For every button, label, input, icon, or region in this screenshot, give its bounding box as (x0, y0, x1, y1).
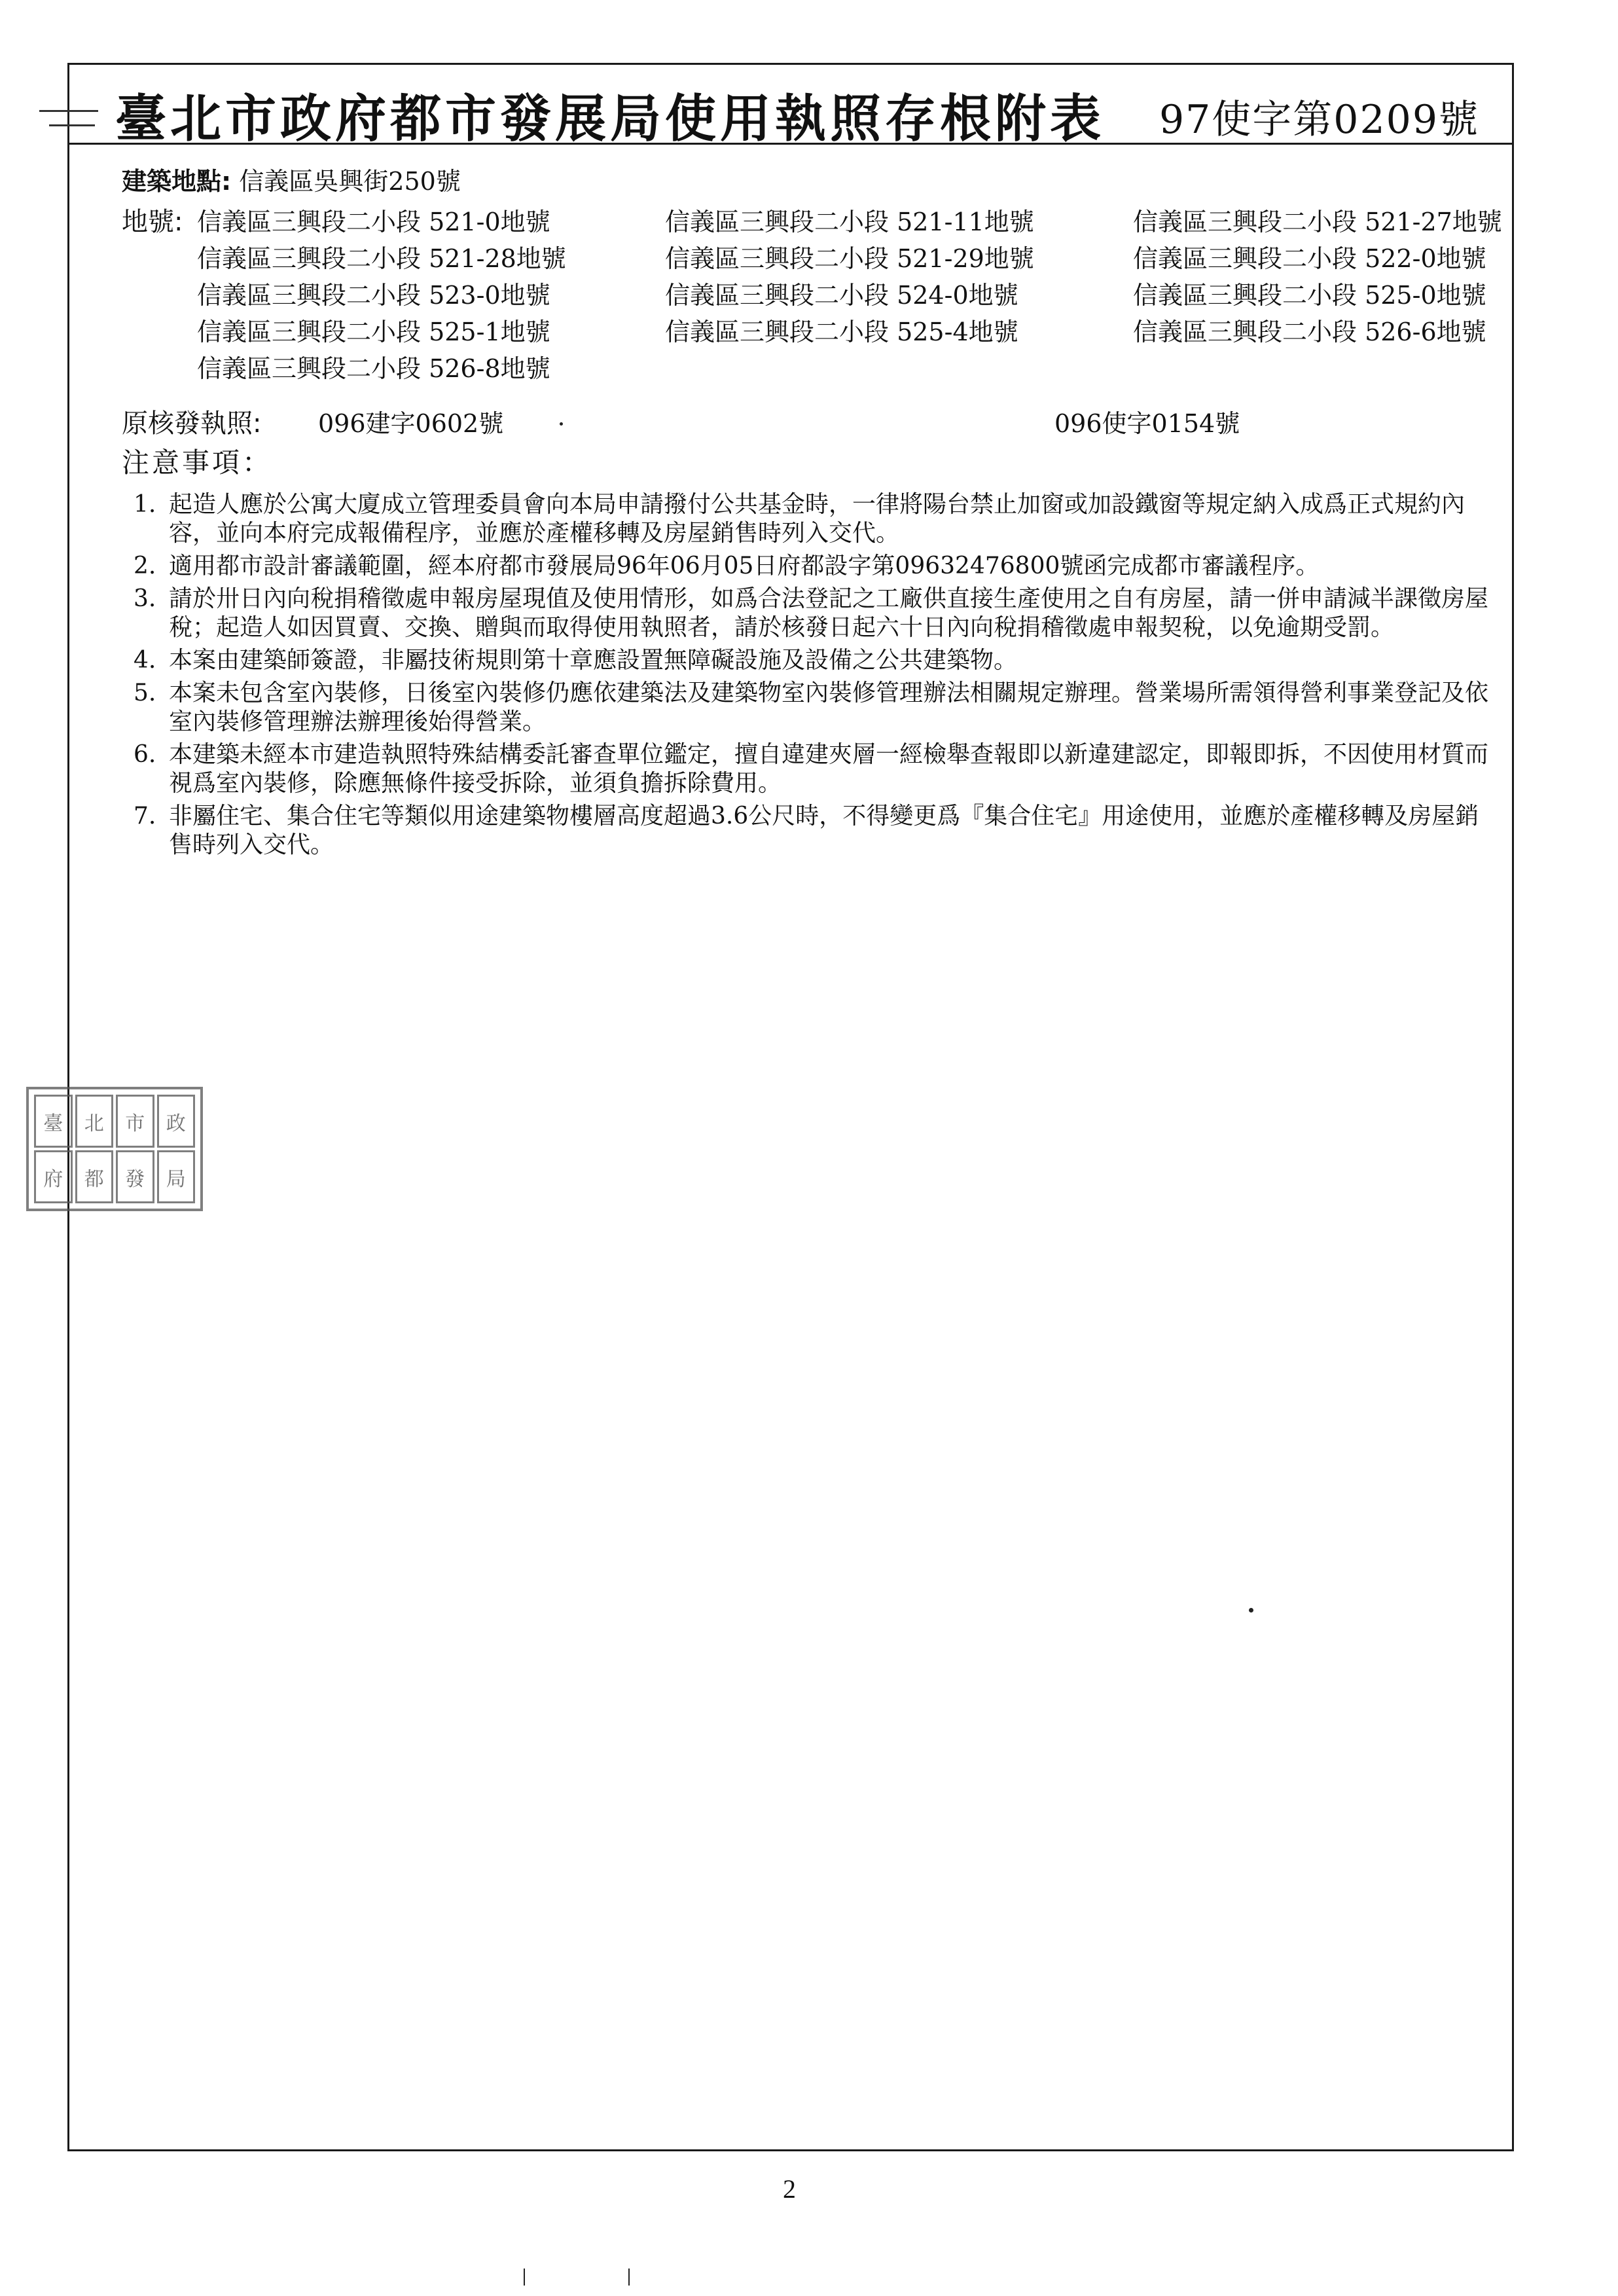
address-value: 信義區吳興街250號 (239, 167, 461, 196)
note-text: 請於卅日內向稅捐稽徵處申報房屋現值及使用情形，如爲合法登記之工廠供直接生產使用之自有房屋，請一併申請減半課徵房屋稅；起造人如因買賣、交換、贈與而取得使用執照者，請於核發日起六十日內向稅捐稽徵處申報契稅，以免逾期受罰。 (169, 585, 1489, 641)
seal-character: 市 (116, 1095, 154, 1148)
note-text: 起造人應於公寓大廈成立管理委員會向本局申請撥付公共基金時，一律將陽台禁止加窗或加設鐵窗等規定納入成爲正式規約內容，並向本府完成報備程序，並應於產權移轉及房屋銷售時列入交代。 (169, 491, 1465, 547)
seal-character: 發 (116, 1150, 154, 1203)
notes-title: 注意事項： (122, 446, 273, 479)
address-label: 建築地點: (122, 167, 232, 196)
scan-tick (524, 2269, 525, 2286)
official-seal-stamp (26, 1087, 203, 1211)
note-item (122, 490, 1490, 548)
lot-item: 信義區三興段二小段 526-8地號 (197, 354, 550, 383)
original-use-permit: 096使字0154號 (1054, 409, 1240, 438)
note-text: 適用都市設計審議範圍，經本府都市發展局96年06月05日府都設字第09632476800號函完成都市審議程序。 (169, 553, 1320, 579)
seal-character: 北 (75, 1095, 114, 1148)
seal-character: 府 (34, 1150, 73, 1203)
lot-item: 信義區三興段二小段 525-4地號 (665, 318, 1018, 346)
note-item (122, 585, 1490, 642)
note-number: 5. (134, 680, 156, 706)
note-number: 3. (134, 585, 156, 612)
title-bar (69, 65, 1512, 149)
permit-number: 97使字第0209號 (1159, 97, 1479, 143)
seal-character: 局 (157, 1150, 196, 1203)
note-number: 2. (134, 553, 156, 579)
note-number: 6. (134, 741, 156, 768)
original-building-permit: 096建字0602號 (318, 409, 504, 438)
page-number: 2 (783, 2174, 796, 2204)
note-text: 非屬住宅、集合住宅等類似用途建築物樓層高度超過3.6公尺時，不得變更爲『集合住宅』用途使用，並應於產權移轉及房屋銷售時列入交代。 (169, 803, 1479, 858)
note-item (122, 552, 1490, 581)
lot-item: 信義區三興段二小段 525-0地號 (1133, 281, 1486, 310)
note-item (122, 740, 1490, 798)
lot-list (122, 204, 1502, 400)
note-number: 7. (134, 803, 156, 829)
seal-character: 政 (157, 1095, 196, 1148)
note-number: 4. (134, 647, 156, 674)
lot-item: 信義區三興段二小段 525-1地號 (197, 318, 550, 346)
note-text: 本建築未經本市建造執照特殊結構委託審查單位鑑定，擅自違建夾層一經檢舉查報即以新違建認定，即報即拆，不因使用材質而視爲室內裝修，除應無條件接受拆除，並須負擔拆除費用。 (169, 741, 1489, 797)
lot-item: 信義區三興段二小段 524-0地號 (665, 281, 1018, 310)
scan-mark (39, 110, 98, 112)
document-body (122, 163, 1502, 864)
lot-item: 信義區三興段二小段 521-29地號 (665, 244, 1034, 273)
note-item (122, 802, 1490, 860)
lot-item: 信義區三興段二小段 521-11地號 (665, 208, 1034, 236)
note-text: 本案由建築師簽證，非屬技術規則第十章應設置無障礙設施及設備之公共建築物。 (169, 647, 1018, 674)
note-item (122, 646, 1490, 675)
scan-speck (560, 422, 563, 426)
lot-item: 信義區三興段二小段 522-0地號 (1133, 244, 1486, 273)
address-row (122, 163, 1490, 200)
note-number: 1. (134, 491, 156, 518)
lot-label: 地號: (122, 207, 183, 237)
scan-tick (628, 2269, 630, 2286)
document-frame (67, 63, 1514, 2151)
lot-item: 信義區三興段二小段 521-0地號 (197, 208, 550, 236)
original-permits-row (122, 405, 1490, 445)
lot-item: 信義區三興段二小段 526-6地號 (1133, 318, 1486, 346)
seal-character: 都 (75, 1150, 114, 1203)
lot-item: 信義區三興段二小段 521-27地號 (1133, 208, 1502, 236)
scan-mark (49, 124, 95, 126)
original-permits-label: 原核發執照: (122, 409, 262, 439)
note-item (122, 679, 1490, 737)
scan-speck (1249, 1608, 1253, 1613)
note-text: 本案未包含室內裝修，日後室內裝修仍應依建築法及建築物室內裝修管理辦法相關規定辦理。營業場所需領得營利事業登記及依室內裝修管理辦法辦理後始得營業。 (169, 680, 1489, 735)
seal-character: 臺 (34, 1095, 73, 1148)
document-title: 臺北市政府都市發展局使用執照存根附表 (115, 89, 1106, 149)
lot-item: 信義區三興段二小段 521-28地號 (197, 244, 566, 273)
lot-item: 信義區三興段二小段 523-0地號 (197, 281, 550, 310)
notes-list (122, 490, 1490, 860)
